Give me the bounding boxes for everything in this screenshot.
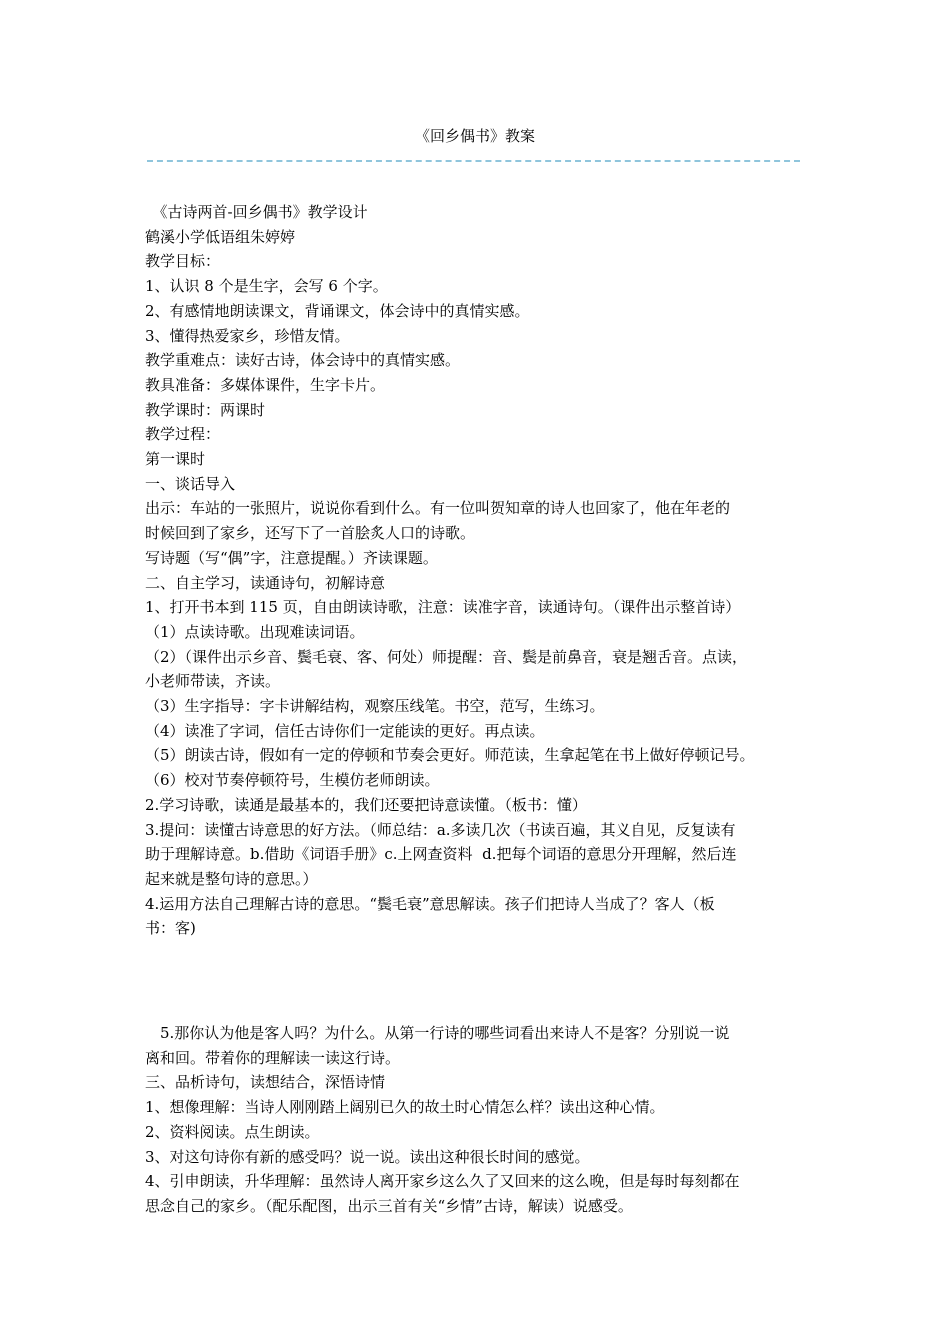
text-line: 教具准备：多媒体课件，生字卡片。 xyxy=(145,375,386,394)
text-line: 时候回到了家乡，还写下了一首脍炙人口的诗歌。 xyxy=(145,524,476,543)
text-line: （3）生字指导：字卡讲解结构，观察压线笔。书空，范写，生练习。 xyxy=(145,697,605,716)
text-line: 写诗题（写“偶”字，注意提醒。）齐读课题。 xyxy=(145,548,438,567)
text-line: 2.学习诗歌，读通是最基本的，我们还要把诗意读懂。（板书：懂） xyxy=(145,795,587,814)
text-line: 1、想像理解：当诗人刚刚踏上阔别已久的故土时心情怎么样？读出这种心情。 xyxy=(145,1098,665,1117)
text-line: 小老师带读，齐读。 xyxy=(145,672,281,691)
text-line: 4、引申朗读，升华理解：虽然诗人离开家乡这么久了又回来的这么晚，但是每时每刻都在 xyxy=(145,1172,740,1191)
text-line: 出示：车站的一张照片，说说你看到什么。有一位叫贺知章的诗人也回家了，他在年老的 xyxy=(145,499,731,518)
text-line: 教学目标： xyxy=(145,252,221,271)
text-line: 3.提问：读懂古诗意思的好方法。（师总结：a.多读几次（书读百遍，其义自见，反复读有 xyxy=(145,820,736,839)
text-line: （4）读准了字词，信任古诗你们一定能读的更好。再点读。 xyxy=(145,721,545,740)
text-line: 《古诗两首-回乡偶书》教学设计 xyxy=(145,203,368,221)
text-line: （6）校对节奏停顿符号，生模仿老师朗读。 xyxy=(145,771,440,790)
text-line: 5.那你认为他是客人吗？为什么。从第一行诗的哪些词看出来诗人不是客？分别说一说 xyxy=(145,1024,730,1042)
text-line: （5）朗读古诗，假如有一定的停顿和节奏会更好。师范读，生拿起笔在书上做好停顿记号。 xyxy=(145,746,755,765)
text-line: 教学过程： xyxy=(145,425,221,444)
text-line: 教学课时：两课时 xyxy=(145,400,266,419)
text-line: （1）点读诗歌。出现难读词语。 xyxy=(145,622,365,641)
text-line: 1、打开书本到 115 页，自由朗读诗歌，注意：读准字音，读通诗句。（课件出示整首诗） xyxy=(145,598,741,617)
text-line: 思念自己的家乡。（配乐配图，出示三首有关“乡情”古诗，解读）说感受。 xyxy=(145,1196,633,1215)
text-line: 2、有感情地朗读课文，背诵课文，体会诗中的真情实感。 xyxy=(145,301,530,320)
text-line: 4.运用方法自己理解古诗的意思。“鬓毛衰”意思解读。孩子们把诗人当成了？客人（板 xyxy=(145,894,715,913)
text-line: 二、自主学习，读通诗句，初解诗意 xyxy=(145,573,386,592)
text-line: （2）（课件出示乡音、鬓毛衰、客、何处）师提醒：音、鬓是前鼻音，衰是翘舌音。点读， xyxy=(145,647,748,666)
lesson-plan-section-1 xyxy=(145,200,815,941)
text-line: 2、资料阅读。点生朗读。 xyxy=(145,1122,320,1141)
text-line: 3、懂得热爱家乡，珍惜友情。 xyxy=(145,326,350,345)
text-line: 起来就是整句诗的意思。） xyxy=(145,869,318,888)
text-line: 三、品析诗句，读想结合，深悟诗情 xyxy=(145,1073,386,1092)
text-line: 书：客) xyxy=(145,919,196,938)
text-line: 一、谈话导入 xyxy=(145,474,236,493)
text-line: 3、对这句诗你有新的感受吗？说一说。读出这种很长时间的感觉。 xyxy=(145,1147,590,1166)
text-line: 助于理解诗意。b.借助《词语手册》c.上网查资料 d.把每个词语的意思分开理解，然后连 xyxy=(145,845,737,864)
text-line: 第一课时 xyxy=(145,450,206,469)
page-title: 《回乡偶书》教案 xyxy=(414,127,535,145)
lesson-plan-section-2 xyxy=(145,1021,815,1219)
title-divider xyxy=(147,160,800,162)
text-line: 鹤溪小学低语组朱婷婷 xyxy=(145,227,296,246)
text-line: 1、认识 8 个是生字，会写 6 个字。 xyxy=(145,277,388,296)
text-line: 教学重难点：读好古诗，体会诗中的真情实感。 xyxy=(145,351,461,370)
text-line: 离和回。带着你的理解读一读这行诗。 xyxy=(145,1048,401,1067)
